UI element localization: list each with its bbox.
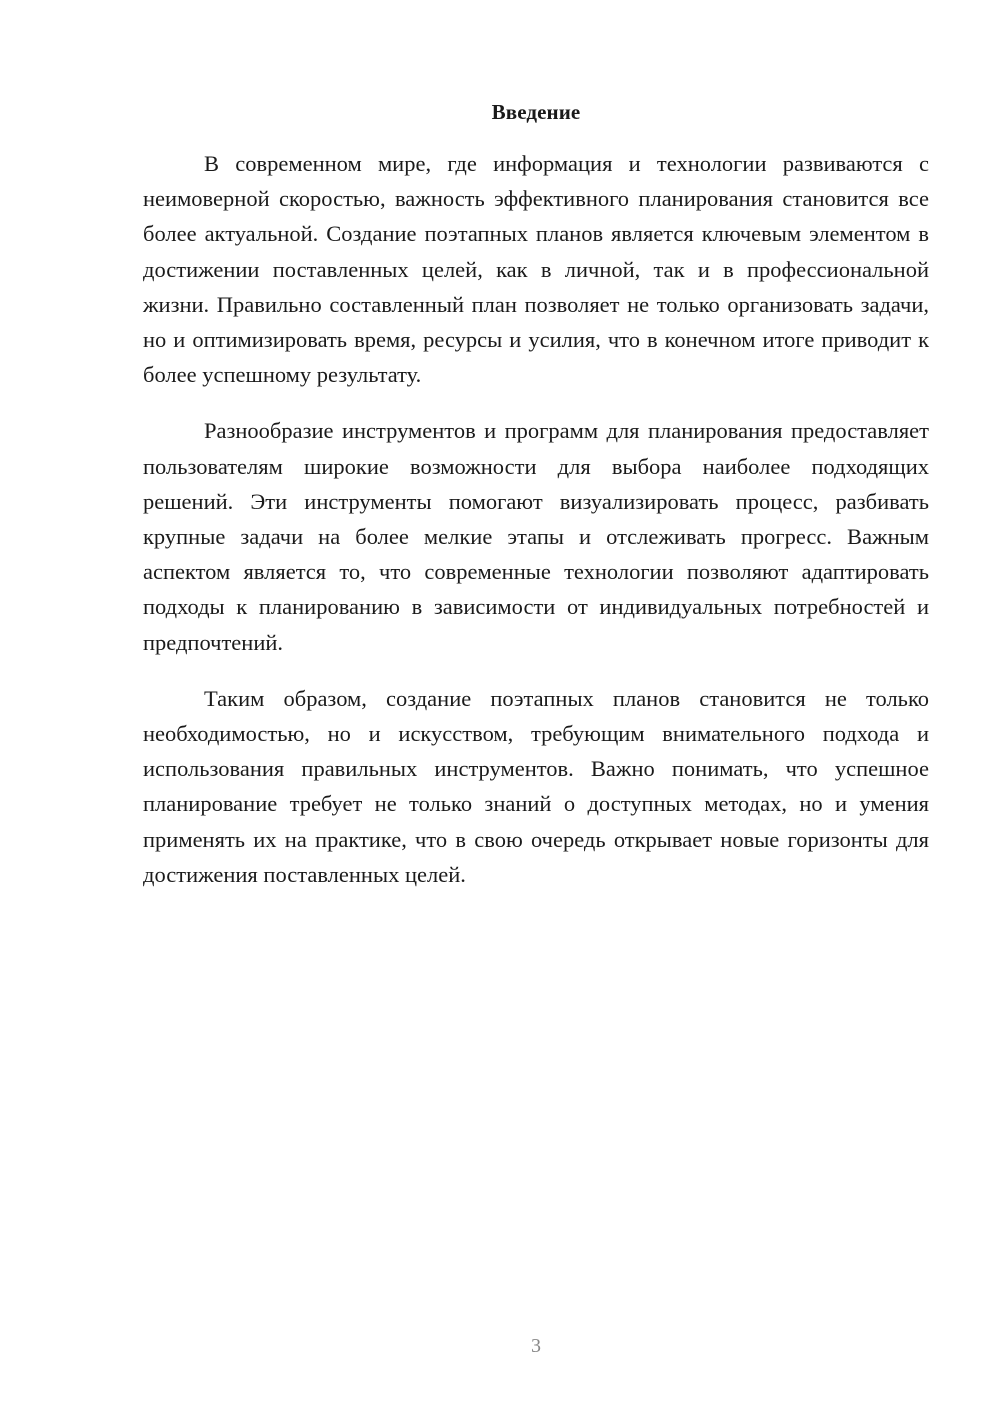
section-heading: Введение — [491, 100, 581, 124]
page-content — [143, 96, 929, 892]
page-number: 3 — [531, 1335, 541, 1357]
paragraph-conclusion: Таким образом, создание поэтапных планов становится не только необходимостью, но и искусством, требующим внимательного подхода и использования правильных инструментов. Важно понимать, что успешное планирование требует не только знаний о доступных методах, но и умения применять их на практике, что в свою очередь открывает новые горизонты для достижения поставленных целей. — [143, 685, 929, 887]
paragraph-intro: В современном мире, где информация и технологии развиваются с неимоверной скоростью, важность эффективного планирования становится все более актуальной. Создание поэтапных планов является ключевым элементом в достижении поставленных целей, как в личной, так и в профессиональной жизни. Правильно составленный план позволяет не только организовать задачи, но и оптимизировать время, ресурсы и усилия, что в конечном итоге приводит к более успешному результату. — [143, 151, 929, 388]
paragraph-tools: Разнообразие инструментов и программ для планирования предоставляет пользователям широкие возможности для выбора наиболее подходящих решений. Эти инструменты помогают визуализировать процесс, разбивать крупные задачи на более мелкие этапы и отслеживать прогресс. Важным аспектом является то, что современные технологии позволяют адаптировать подходы к планированию в зависимости от индивидуальных потребностей и предпочтений. — [143, 418, 929, 655]
